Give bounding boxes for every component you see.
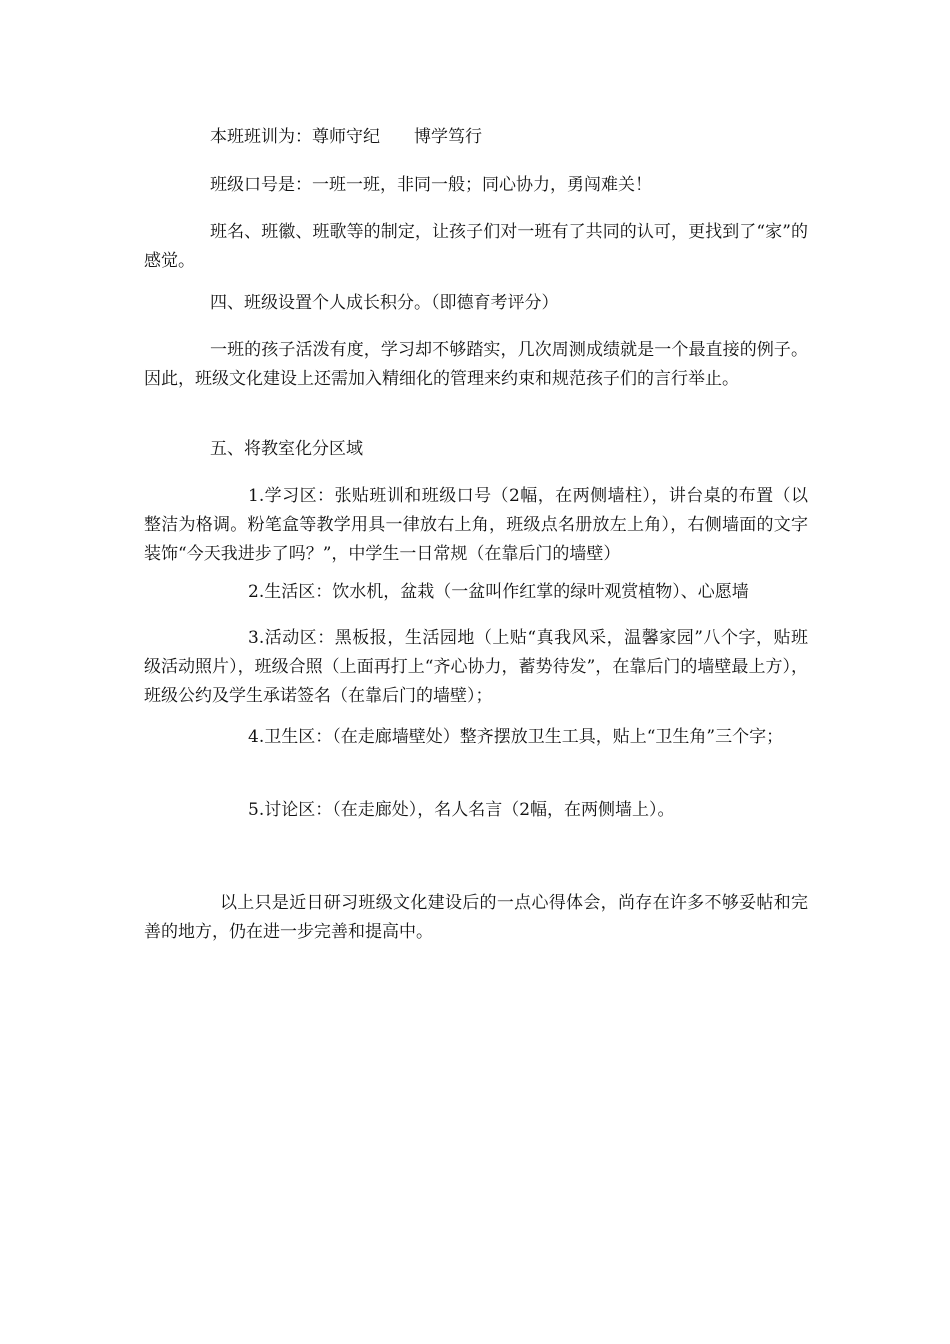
- paragraph-refined-management: 一班的孩子活泼有度，学习却不够踏实，几次周测成绩就是一个最直接的例子。因此，班级文化建设上还需加入精细化的管理来约束和规范孩子们的言行举止。: [144, 340, 808, 389]
- section-heading-four: 四、班级设置个人成长积分。（即德育考评分）: [210, 293, 559, 313]
- paragraph-class-identity: 班名、班徽、班歌等的制定，让孩子们对一班有了共同的认可，更找到了“家”的感觉。: [144, 222, 808, 271]
- list-item-living-area: 2.生活区：饮水机，盆栽（一盆叫作红掌的绿叶观赏植物）、心愿墙: [248, 582, 749, 602]
- paragraph-class-motto: 本班班训为：尊师守纪 博学笃行: [210, 127, 482, 147]
- paragraph-conclusion: 以上只是近日研习班级文化建设后的一点心得体会，尚存在许多不够妥帖和完善的地方，仍在进一步完善和提高中。: [144, 893, 808, 942]
- list-item-study-area: 1.学习区：张贴班训和班级口号（2幅，在两侧墙柱），讲台桌的布置（以整洁为格调。粉笔盒等教学用具一律放右上角，班级点名册放左上角），右侧墙面的文字装饰“今天我进步了吗？”，中学生一日常规（在靠后门的墙壁）: [144, 486, 808, 564]
- list-item-hygiene-area: 4.卫生区：（在走廊墙壁处）整齐摆放卫生工具，贴上“卫生角”三个字；: [248, 727, 784, 747]
- list-item-discussion-area: 5.讨论区：（在走廊处），名人名言（2幅，在两侧墙上）。: [248, 800, 675, 820]
- list-item-activity-area: 3.活动区：黑板报，生活园地（上贴“真我风采，温馨家园”八个字，贴班级活动照片），班级合照（上面再打上“齐心协力，蓄势待发”，在靠后门的墙壁最上方），班级公约及学生承诺签名（在靠后门的墙壁）；: [144, 628, 808, 706]
- section-heading-five: 五、将教室化分区域: [210, 439, 363, 459]
- paragraph-class-slogan: 班级口号是：一班一班，非同一般；同心协力，勇闯难关！: [210, 175, 652, 195]
